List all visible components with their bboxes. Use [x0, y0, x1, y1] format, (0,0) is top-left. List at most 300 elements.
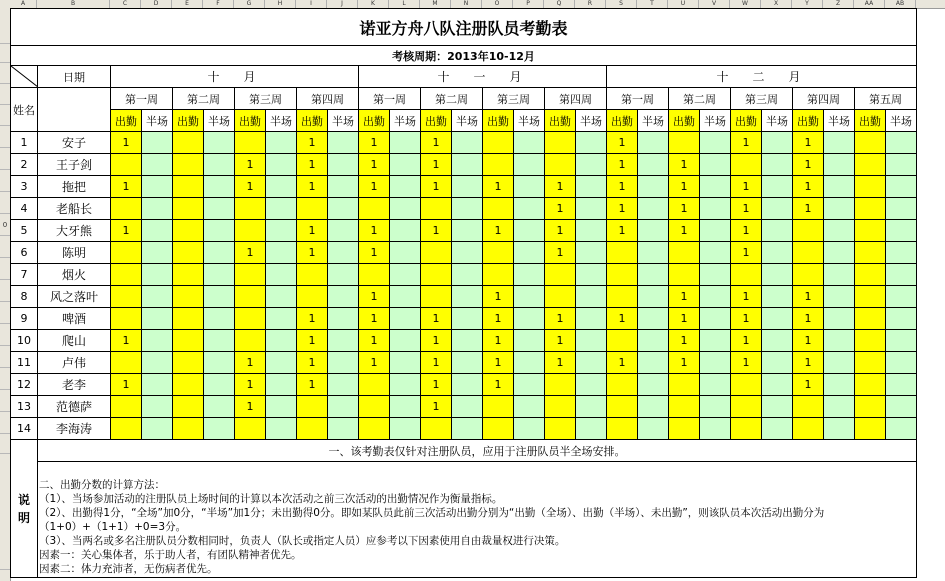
half-cell[interactable] — [452, 176, 483, 198]
half-cell[interactable] — [266, 132, 297, 154]
attend-cell[interactable] — [173, 308, 204, 330]
attend-cell[interactable]: 1 — [297, 176, 328, 198]
half-cell[interactable] — [204, 330, 235, 352]
attend-cell[interactable]: 1 — [297, 330, 328, 352]
half-cell[interactable] — [576, 352, 607, 374]
half-cell[interactable] — [762, 176, 793, 198]
attend-cell[interactable]: 1 — [793, 198, 824, 220]
half-cell[interactable] — [762, 264, 793, 286]
half-cell[interactable] — [390, 352, 421, 374]
attend-cell[interactable] — [731, 418, 762, 440]
attend-cell[interactable]: 1 — [297, 374, 328, 396]
attend-cell[interactable] — [607, 242, 638, 264]
half-cell[interactable] — [204, 176, 235, 198]
half-cell[interactable] — [390, 176, 421, 198]
half-cell[interactable] — [142, 352, 173, 374]
half-cell[interactable] — [452, 154, 483, 176]
attend-cell[interactable]: 1 — [545, 352, 576, 374]
half-cell[interactable] — [576, 154, 607, 176]
attend-cell[interactable]: 1 — [297, 242, 328, 264]
attend-cell[interactable]: 1 — [483, 352, 514, 374]
row-header[interactable] — [0, 170, 10, 192]
half-cell[interactable] — [762, 308, 793, 330]
half-cell[interactable] — [514, 308, 545, 330]
half-cell[interactable] — [700, 176, 731, 198]
attend-cell[interactable]: 1 — [793, 132, 824, 154]
attend-cell[interactable]: 1 — [669, 176, 700, 198]
half-cell[interactable] — [762, 220, 793, 242]
half-cell[interactable] — [390, 374, 421, 396]
column-header[interactable]: C — [110, 0, 141, 8]
attend-cell[interactable] — [235, 418, 266, 440]
attend-cell[interactable] — [359, 396, 390, 418]
attend-cell[interactable] — [545, 286, 576, 308]
attend-cell[interactable]: 1 — [111, 220, 142, 242]
attend-cell[interactable] — [111, 396, 142, 418]
row-header[interactable] — [0, 434, 10, 454]
half-cell[interactable] — [638, 286, 669, 308]
half-cell[interactable] — [204, 418, 235, 440]
attend-cell[interactable] — [855, 396, 886, 418]
attend-cell[interactable] — [297, 396, 328, 418]
half-cell[interactable] — [452, 264, 483, 286]
attend-cell[interactable] — [855, 154, 886, 176]
attend-cell[interactable]: 1 — [607, 198, 638, 220]
half-cell[interactable] — [824, 198, 855, 220]
half-cell[interactable] — [514, 352, 545, 374]
half-cell[interactable] — [514, 330, 545, 352]
attend-cell[interactable] — [235, 308, 266, 330]
attend-cell[interactable]: 1 — [669, 286, 700, 308]
attend-cell[interactable] — [297, 286, 328, 308]
half-cell[interactable] — [328, 132, 359, 154]
attend-cell[interactable]: 1 — [235, 352, 266, 374]
column-header[interactable]: O — [482, 0, 513, 8]
attend-cell[interactable] — [545, 374, 576, 396]
attend-cell[interactable]: 1 — [359, 176, 390, 198]
row-header[interactable] — [0, 412, 10, 434]
half-cell[interactable] — [886, 374, 917, 396]
attend-cell[interactable]: 1 — [793, 308, 824, 330]
half-cell[interactable] — [638, 396, 669, 418]
half-cell[interactable] — [328, 352, 359, 374]
attend-cell[interactable] — [111, 286, 142, 308]
half-cell[interactable] — [576, 220, 607, 242]
half-cell[interactable] — [514, 286, 545, 308]
attend-cell[interactable] — [731, 264, 762, 286]
attend-cell[interactable]: 1 — [545, 176, 576, 198]
half-cell[interactable] — [452, 220, 483, 242]
half-cell[interactable] — [824, 264, 855, 286]
attend-cell[interactable]: 1 — [297, 352, 328, 374]
attend-cell[interactable] — [669, 374, 700, 396]
attend-cell[interactable]: 1 — [545, 198, 576, 220]
half-cell[interactable] — [142, 374, 173, 396]
attend-cell[interactable] — [483, 396, 514, 418]
attend-cell[interactable]: 1 — [483, 286, 514, 308]
row-header[interactable] — [0, 126, 10, 148]
attend-cell[interactable]: 1 — [545, 308, 576, 330]
attend-cell[interactable] — [297, 198, 328, 220]
half-cell[interactable] — [824, 132, 855, 154]
attend-cell[interactable] — [297, 418, 328, 440]
column-header[interactable]: J — [327, 0, 358, 8]
attend-cell[interactable]: 1 — [359, 220, 390, 242]
column-header[interactable]: S — [606, 0, 637, 8]
attend-cell[interactable]: 1 — [297, 220, 328, 242]
row-header[interactable] — [0, 105, 10, 126]
half-cell[interactable] — [576, 198, 607, 220]
attend-cell[interactable] — [607, 418, 638, 440]
row-header[interactable] — [0, 8, 10, 44]
attend-cell[interactable]: 1 — [731, 308, 762, 330]
half-cell[interactable] — [886, 132, 917, 154]
attend-cell[interactable]: 1 — [731, 352, 762, 374]
half-cell[interactable] — [266, 220, 297, 242]
half-cell[interactable] — [452, 418, 483, 440]
attend-cell[interactable] — [173, 220, 204, 242]
half-cell[interactable] — [514, 396, 545, 418]
half-cell[interactable] — [824, 154, 855, 176]
column-header[interactable]: G — [234, 0, 265, 8]
half-cell[interactable] — [514, 198, 545, 220]
half-cell[interactable] — [576, 264, 607, 286]
half-cell[interactable] — [204, 220, 235, 242]
attend-cell[interactable]: 1 — [359, 352, 390, 374]
row-header[interactable] — [0, 148, 10, 170]
half-cell[interactable] — [142, 176, 173, 198]
half-cell[interactable] — [142, 308, 173, 330]
attend-cell[interactable]: 1 — [235, 374, 266, 396]
column-header[interactable]: A — [10, 0, 37, 8]
half-cell[interactable] — [390, 264, 421, 286]
attend-cell[interactable] — [607, 286, 638, 308]
half-cell[interactable] — [514, 220, 545, 242]
attend-cell[interactable] — [855, 176, 886, 198]
attend-cell[interactable]: 1 — [669, 352, 700, 374]
row-header[interactable] — [0, 280, 10, 302]
half-cell[interactable] — [514, 418, 545, 440]
attend-cell[interactable]: 1 — [731, 220, 762, 242]
column-header[interactable]: P — [513, 0, 544, 8]
column-header[interactable]: E — [172, 0, 203, 8]
attend-cell[interactable]: 1 — [421, 396, 452, 418]
half-cell[interactable] — [266, 396, 297, 418]
attend-cell[interactable]: 1 — [545, 330, 576, 352]
attend-cell[interactable]: 1 — [421, 176, 452, 198]
half-cell[interactable] — [638, 308, 669, 330]
half-cell[interactable] — [886, 198, 917, 220]
column-header[interactable]: T — [637, 0, 668, 8]
column-header[interactable]: B — [37, 0, 110, 8]
attend-cell[interactable]: 1 — [545, 242, 576, 264]
attend-cell[interactable]: 1 — [607, 176, 638, 198]
attend-cell[interactable] — [111, 242, 142, 264]
half-cell[interactable] — [142, 264, 173, 286]
half-cell[interactable] — [824, 396, 855, 418]
half-cell[interactable] — [328, 308, 359, 330]
half-cell[interactable] — [390, 330, 421, 352]
attend-cell[interactable]: 1 — [793, 330, 824, 352]
attend-cell[interactable] — [111, 352, 142, 374]
attend-cell[interactable]: 1 — [235, 154, 266, 176]
attend-cell[interactable]: 1 — [297, 308, 328, 330]
attend-cell[interactable] — [855, 264, 886, 286]
half-cell[interactable] — [452, 396, 483, 418]
half-cell[interactable] — [514, 176, 545, 198]
half-cell[interactable] — [638, 154, 669, 176]
attend-cell[interactable] — [669, 396, 700, 418]
half-cell[interactable] — [142, 198, 173, 220]
half-cell[interactable] — [638, 220, 669, 242]
attend-cell[interactable] — [545, 264, 576, 286]
row-header[interactable] — [0, 258, 10, 280]
attend-cell[interactable] — [793, 396, 824, 418]
half-cell[interactable] — [514, 154, 545, 176]
half-cell[interactable] — [638, 330, 669, 352]
attend-cell[interactable] — [855, 352, 886, 374]
half-cell[interactable] — [142, 242, 173, 264]
attend-cell[interactable]: 1 — [235, 242, 266, 264]
attend-cell[interactable]: 1 — [421, 352, 452, 374]
attend-cell[interactable] — [297, 264, 328, 286]
half-cell[interactable] — [390, 286, 421, 308]
half-cell[interactable] — [452, 374, 483, 396]
half-cell[interactable] — [762, 396, 793, 418]
row-header[interactable] — [0, 390, 10, 412]
half-cell[interactable] — [824, 352, 855, 374]
half-cell[interactable] — [700, 352, 731, 374]
attend-cell[interactable] — [359, 418, 390, 440]
half-cell[interactable] — [266, 198, 297, 220]
column-header[interactable]: N — [451, 0, 482, 8]
attend-cell[interactable]: 1 — [793, 374, 824, 396]
row-header[interactable]: 0 — [0, 214, 10, 236]
attend-cell[interactable] — [793, 220, 824, 242]
attend-cell[interactable] — [111, 264, 142, 286]
attend-cell[interactable] — [483, 154, 514, 176]
half-cell[interactable] — [762, 286, 793, 308]
half-cell[interactable] — [514, 242, 545, 264]
attend-cell[interactable] — [359, 374, 390, 396]
column-header[interactable]: Y — [792, 0, 823, 8]
attend-cell[interactable] — [669, 418, 700, 440]
half-cell[interactable] — [266, 330, 297, 352]
half-cell[interactable] — [328, 396, 359, 418]
half-cell[interactable] — [266, 352, 297, 374]
attend-cell[interactable]: 1 — [359, 154, 390, 176]
half-cell[interactable] — [576, 176, 607, 198]
half-cell[interactable] — [700, 154, 731, 176]
attend-cell[interactable] — [607, 396, 638, 418]
half-cell[interactable] — [390, 220, 421, 242]
attend-cell[interactable]: 1 — [235, 176, 266, 198]
attend-cell[interactable] — [173, 418, 204, 440]
half-cell[interactable] — [638, 374, 669, 396]
half-cell[interactable] — [886, 286, 917, 308]
half-cell[interactable] — [700, 264, 731, 286]
half-cell[interactable] — [700, 396, 731, 418]
half-cell[interactable] — [638, 198, 669, 220]
attend-cell[interactable]: 1 — [607, 220, 638, 242]
half-cell[interactable] — [638, 418, 669, 440]
half-cell[interactable] — [576, 374, 607, 396]
attend-cell[interactable] — [173, 132, 204, 154]
half-cell[interactable] — [204, 132, 235, 154]
half-cell[interactable] — [576, 308, 607, 330]
half-cell[interactable] — [824, 176, 855, 198]
half-cell[interactable] — [886, 264, 917, 286]
attend-cell[interactable]: 1 — [669, 330, 700, 352]
half-cell[interactable] — [204, 308, 235, 330]
half-cell[interactable] — [762, 374, 793, 396]
attend-cell[interactable] — [483, 264, 514, 286]
half-cell[interactable] — [824, 308, 855, 330]
attend-cell[interactable] — [545, 154, 576, 176]
column-header[interactable]: K — [358, 0, 389, 8]
attend-cell[interactable] — [793, 242, 824, 264]
half-cell[interactable] — [700, 242, 731, 264]
half-cell[interactable] — [762, 352, 793, 374]
column-header[interactable]: D — [141, 0, 172, 8]
attend-cell[interactable] — [421, 198, 452, 220]
half-cell[interactable] — [452, 198, 483, 220]
half-cell[interactable] — [390, 308, 421, 330]
half-cell[interactable] — [700, 418, 731, 440]
half-cell[interactable] — [762, 198, 793, 220]
attend-cell[interactable] — [421, 418, 452, 440]
half-cell[interactable] — [204, 286, 235, 308]
attend-cell[interactable]: 1 — [545, 220, 576, 242]
attend-cell[interactable] — [235, 220, 266, 242]
column-header[interactable]: Z — [823, 0, 854, 8]
attend-cell[interactable] — [855, 374, 886, 396]
half-cell[interactable] — [700, 198, 731, 220]
half-cell[interactable] — [328, 176, 359, 198]
attend-cell[interactable] — [545, 396, 576, 418]
attend-cell[interactable] — [793, 418, 824, 440]
half-cell[interactable] — [638, 132, 669, 154]
half-cell[interactable] — [886, 176, 917, 198]
half-cell[interactable] — [700, 132, 731, 154]
attend-cell[interactable] — [235, 198, 266, 220]
half-cell[interactable] — [824, 374, 855, 396]
attend-cell[interactable] — [669, 132, 700, 154]
half-cell[interactable] — [886, 396, 917, 418]
attend-cell[interactable]: 1 — [483, 374, 514, 396]
attend-cell[interactable] — [483, 418, 514, 440]
attend-cell[interactable] — [483, 198, 514, 220]
attend-cell[interactable] — [855, 198, 886, 220]
column-header[interactable]: R — [575, 0, 606, 8]
half-cell[interactable] — [638, 176, 669, 198]
attend-cell[interactable]: 1 — [111, 374, 142, 396]
attend-cell[interactable]: 1 — [483, 308, 514, 330]
half-cell[interactable] — [886, 418, 917, 440]
attend-cell[interactable]: 1 — [421, 220, 452, 242]
half-cell[interactable] — [142, 396, 173, 418]
attend-cell[interactable] — [173, 286, 204, 308]
half-cell[interactable] — [514, 374, 545, 396]
attend-cell[interactable]: 1 — [111, 176, 142, 198]
attend-cell[interactable]: 1 — [111, 330, 142, 352]
attend-cell[interactable] — [111, 418, 142, 440]
half-cell[interactable] — [576, 286, 607, 308]
attend-cell[interactable] — [607, 330, 638, 352]
row-header[interactable] — [0, 324, 10, 346]
attend-cell[interactable]: 1 — [607, 154, 638, 176]
half-cell[interactable] — [886, 330, 917, 352]
half-cell[interactable] — [328, 286, 359, 308]
half-cell[interactable] — [204, 374, 235, 396]
attend-cell[interactable]: 1 — [731, 132, 762, 154]
attend-cell[interactable]: 1 — [669, 220, 700, 242]
half-cell[interactable] — [328, 330, 359, 352]
half-cell[interactable] — [638, 264, 669, 286]
attend-cell[interactable]: 1 — [421, 330, 452, 352]
row-header[interactable] — [0, 84, 10, 105]
half-cell[interactable] — [886, 352, 917, 374]
attend-cell[interactable] — [855, 330, 886, 352]
half-cell[interactable] — [452, 242, 483, 264]
attend-cell[interactable] — [607, 374, 638, 396]
attend-cell[interactable] — [545, 418, 576, 440]
half-cell[interactable] — [886, 154, 917, 176]
attend-cell[interactable] — [855, 418, 886, 440]
attend-cell[interactable] — [669, 264, 700, 286]
column-header[interactable]: F — [203, 0, 234, 8]
half-cell[interactable] — [328, 242, 359, 264]
half-cell[interactable] — [576, 418, 607, 440]
half-cell[interactable] — [266, 374, 297, 396]
attend-cell[interactable] — [731, 396, 762, 418]
half-cell[interactable] — [762, 330, 793, 352]
half-cell[interactable] — [886, 220, 917, 242]
half-cell[interactable] — [700, 308, 731, 330]
attend-cell[interactable]: 1 — [793, 286, 824, 308]
column-header[interactable]: AA — [854, 0, 885, 8]
attend-cell[interactable] — [607, 264, 638, 286]
attend-cell[interactable] — [359, 264, 390, 286]
attend-cell[interactable] — [173, 264, 204, 286]
half-cell[interactable] — [266, 286, 297, 308]
half-cell[interactable] — [204, 198, 235, 220]
attend-cell[interactable] — [855, 220, 886, 242]
half-cell[interactable] — [700, 374, 731, 396]
half-cell[interactable] — [266, 154, 297, 176]
half-cell[interactable] — [886, 308, 917, 330]
attend-cell[interactable] — [669, 242, 700, 264]
half-cell[interactable] — [266, 308, 297, 330]
attend-cell[interactable]: 1 — [421, 374, 452, 396]
half-cell[interactable] — [142, 286, 173, 308]
row-header[interactable] — [0, 192, 10, 214]
attend-cell[interactable] — [235, 132, 266, 154]
attend-cell[interactable] — [421, 286, 452, 308]
attend-cell[interactable]: 1 — [607, 308, 638, 330]
half-cell[interactable] — [886, 242, 917, 264]
half-cell[interactable] — [390, 132, 421, 154]
attend-cell[interactable]: 1 — [793, 154, 824, 176]
half-cell[interactable] — [142, 132, 173, 154]
row-header[interactable] — [0, 346, 10, 368]
row-header[interactable] — [0, 63, 10, 84]
attend-cell[interactable]: 1 — [483, 220, 514, 242]
column-header[interactable]: AB — [885, 0, 916, 8]
row-header[interactable] — [0, 236, 10, 258]
half-cell[interactable] — [204, 242, 235, 264]
half-cell[interactable] — [700, 286, 731, 308]
